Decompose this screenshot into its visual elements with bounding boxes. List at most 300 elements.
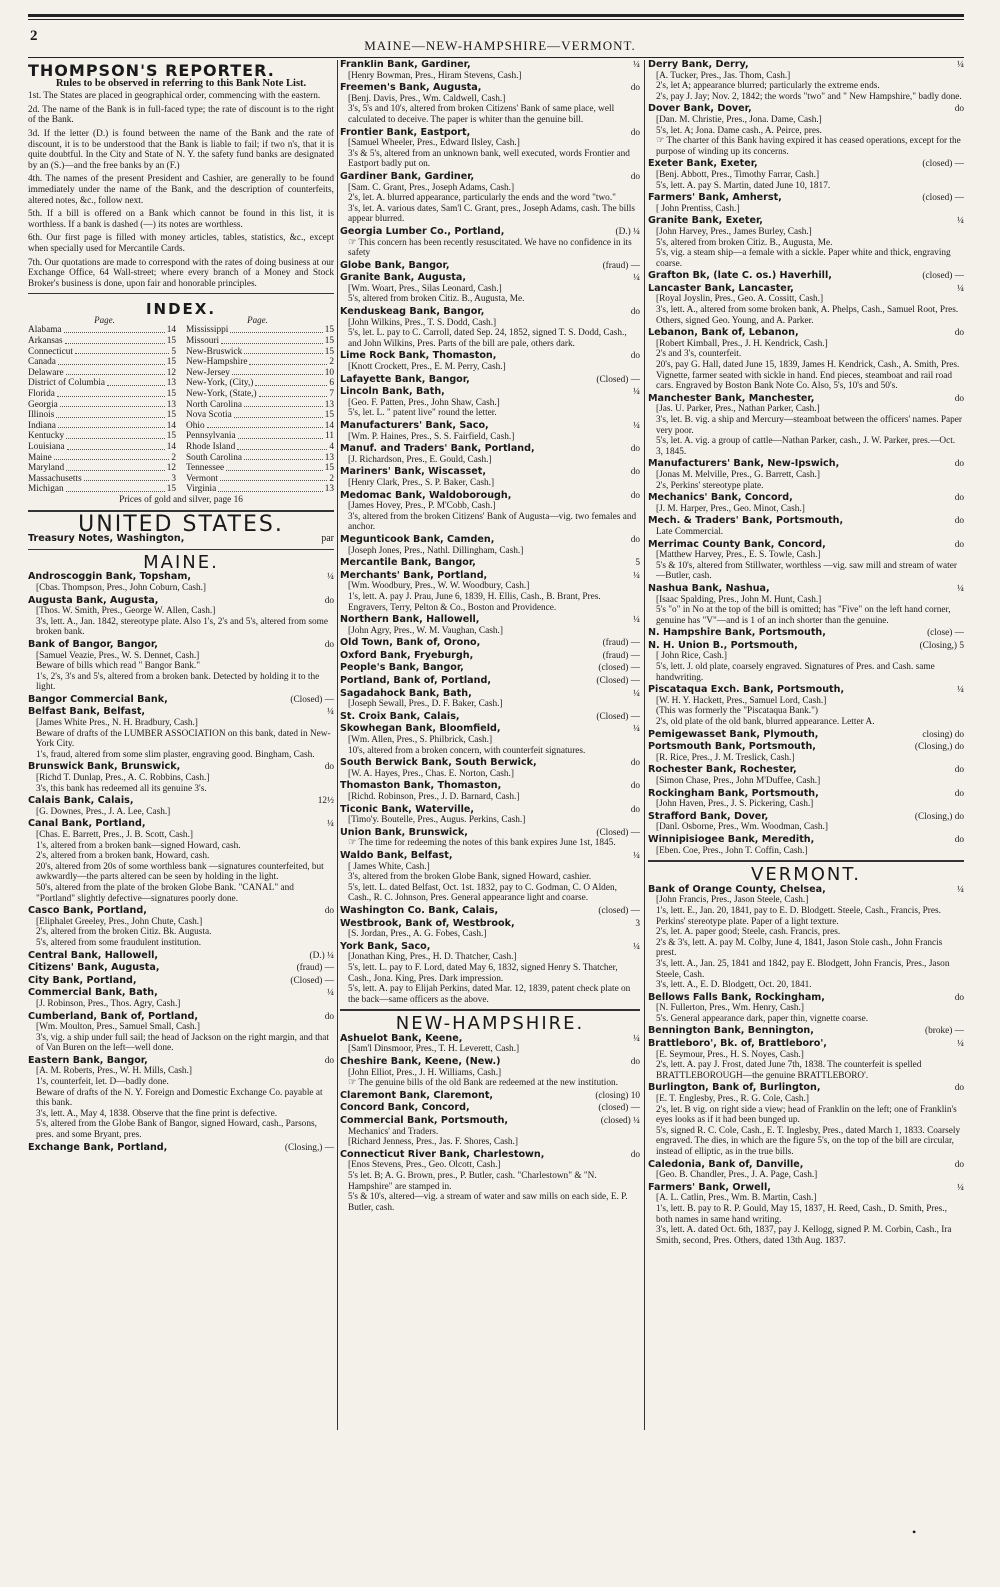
index-leader xyxy=(67,442,165,450)
index-row xyxy=(186,336,334,347)
index-page: 14 xyxy=(166,420,176,431)
bank-entry xyxy=(648,584,964,626)
bank-entry xyxy=(28,1056,334,1141)
index-row xyxy=(186,357,334,368)
bank-note: 3's, vig. a ship under full sail; the head of Jackson on the right margin, and that of Van Buren on the left—well done. xyxy=(36,1032,330,1054)
bank-entry xyxy=(340,273,640,305)
rules-title: Rules to be observed in referring to this Bank Note List. xyxy=(55,77,307,89)
bank-entry xyxy=(648,271,964,282)
index-row xyxy=(28,378,176,389)
bank-entry xyxy=(648,885,964,991)
index-state: Indiana xyxy=(28,420,56,431)
bank-note: 2's, let. A. blurred appearance, particularly the ends and the word "two." xyxy=(348,193,616,204)
bank-entry xyxy=(648,812,964,833)
bank-entry xyxy=(340,805,640,826)
bank-rate: ¼ xyxy=(957,283,964,294)
bank-entry xyxy=(28,1012,334,1054)
bank-name: Manchester Bank, Manchester, xyxy=(648,392,815,404)
bank-note: 3's, this bank has redeemed all its genuine 3's. xyxy=(36,783,207,794)
bank-rate: 12½ xyxy=(317,796,334,807)
index-leader xyxy=(221,336,323,344)
index-row xyxy=(28,442,176,453)
bank-name: Nashua Bank, Nashua, xyxy=(648,582,770,594)
reporter-title: THOMPSON'S REPORTER. xyxy=(28,61,275,80)
index-page: 6 xyxy=(329,378,334,389)
bank-note: [R. Rice, Pres., J. M. Treslick, Cash.] xyxy=(656,752,795,763)
bank-rate: (Closed) — xyxy=(596,827,640,838)
bank-name: Old Town, Bank of, Orono, xyxy=(340,637,481,649)
bank-header xyxy=(28,819,334,830)
bank-entry xyxy=(648,516,964,537)
index-row xyxy=(28,347,176,358)
index-state: Delaware xyxy=(28,367,64,378)
bank-rate: ¼ xyxy=(957,60,964,70)
bank-name: Portsmouth Bank, Portsmouth, xyxy=(648,741,816,753)
bank-note: [Royal Joyslin, Pres., Geo. A. Cossitt, Cash.] xyxy=(656,294,824,305)
index-row xyxy=(186,325,334,336)
bank-name: Bangor Commercial Bank, xyxy=(28,693,168,705)
bank-rate: (fraud) — xyxy=(296,963,334,974)
index-leader xyxy=(230,325,322,333)
bank-note: 3's, lett. A., Jan. 1842, stereotype plate. Also 1's, 2's and 5's, altered from some broken bank. xyxy=(36,616,329,638)
bank-name: Caledonia, Bank of, Danville, xyxy=(648,1158,804,1170)
index-leader xyxy=(54,453,170,461)
bank-note: 3's, lett. A., Jan. 25, 1841 and 1842, pay E. Blodgett, John Francis, Pres., Jason Steele, Cash. xyxy=(656,958,950,980)
bank-name: Farmers' Bank, Orwell, xyxy=(648,1181,771,1193)
rule-item: 5th. If a bill is offered on a Bank which cannot be found in this list, it is worthless. If a bank is dashed (—) its notes are worthless. xyxy=(28,209,334,230)
bank-name: Lancaster Bank, Lancaster, xyxy=(648,282,794,294)
bank-note: 1's, altered from a broken bank—signed Howard, cash. xyxy=(36,840,241,851)
bank-entry xyxy=(340,227,640,259)
bank-header xyxy=(648,730,964,741)
bank-note: [John Wilkins, Pres., T. S. Dodd, Cash.] xyxy=(348,317,497,328)
bank-name: Franklin Bank, Gardiner, xyxy=(340,60,471,70)
index-leader xyxy=(244,453,323,461)
bank-note: [Robert Kimball, Pres., J. H. Kendrick, Cash.] xyxy=(656,338,828,349)
bank-rate: do xyxy=(630,534,640,545)
bank-note: [John Harvey, Pres., James Burley, Cash.] xyxy=(656,226,812,237)
bank-header xyxy=(340,1057,640,1068)
nh-rule xyxy=(340,1009,640,1011)
bank-note: 5's, altered from the Globe Bank of Bangor, signed Howard, cash., Parsons, pres. and some Bryant, pres. xyxy=(36,1119,317,1141)
index-state: Tennessee xyxy=(186,463,225,474)
bank-header xyxy=(648,104,964,115)
bank-rate: ¼ xyxy=(327,819,334,830)
bank-header xyxy=(340,491,640,502)
bank-entry xyxy=(340,906,640,917)
bank-rate: do xyxy=(630,804,640,815)
rule-item: 4th. The names of the present President and Cashier, are generally to be found immediately under the name of the Bank, and the description of counterfeits, altered notes, &c., follow next. xyxy=(28,174,334,206)
bank-note: [ John Rice, Cash.] xyxy=(656,651,728,662)
index-state: Missouri xyxy=(186,336,220,347)
bank-header xyxy=(648,628,964,639)
bank-note: [Henry Clark, Pres., S. P. Baker, Cash.] xyxy=(348,477,495,488)
bank-note: 3's, lett. A., E. D. Blodgett, Oct. 20, 1841. xyxy=(656,980,812,991)
index-leader xyxy=(244,347,322,355)
bank-note: 2's, pay J. Jay; Nov. 2, 1842; the words "two" and " New Hampshire," badly done. xyxy=(656,91,962,102)
bank-name: Medomac Bank, Waldoborough, xyxy=(340,489,512,501)
index-state: Maryland xyxy=(28,463,65,474)
index-row xyxy=(186,453,334,464)
index-row xyxy=(186,389,334,400)
bank-note: [J. M. Harper, Pres., Geo. Minot, Cash.] xyxy=(656,503,805,514)
bank-note: [Jonathan King, Pres., H. D. Thatcher, Cash.] xyxy=(348,952,517,963)
index-state: Massachusetts xyxy=(28,473,82,484)
bank-note: [W. H. Y. Hackett, Pres., Samuel Lord, Cash.] xyxy=(656,695,827,706)
bank-note: Beware of bills which read " Bangor Bank." xyxy=(36,661,201,672)
index-state: Vermont xyxy=(186,473,219,484)
bank-note: [Isaac Spalding, Pres., John M. Hunt, Cash.] xyxy=(656,594,822,605)
index-page: 15 xyxy=(324,410,334,421)
bank-rate: 5 xyxy=(635,558,640,569)
index-state: New-York, (City,) xyxy=(186,378,254,389)
index-leader xyxy=(238,431,323,439)
bank-header xyxy=(28,963,334,974)
bank-note: [Sam'l Dinsmoor, Pres., T. H. Leverett, Cash.] xyxy=(348,1044,520,1055)
bank-rate: do xyxy=(324,639,334,650)
bank-name: Connecticut River Bank, Charlestown, xyxy=(340,1148,545,1160)
bank-note: 5's, let. A; Jona. Dame cash., A. Peirce, pres. xyxy=(656,125,822,136)
bank-note: [Danl. Osborne, Pres., Wm. Woodman, Cash.] xyxy=(656,822,828,833)
bank-note: 3's, let. B. vig. a ship and Mercury—steamboat between the officers' names. Paper very poor. xyxy=(656,415,963,436)
index-state: Virginia xyxy=(186,484,217,495)
bank-header xyxy=(340,444,640,455)
bank-header xyxy=(28,640,334,651)
bank-rate: do xyxy=(630,171,640,182)
bank-name: Manufacturers' Bank, New-Ipswich, xyxy=(648,458,840,470)
index-page: 12 xyxy=(166,367,176,378)
index-state: New-Bruswick xyxy=(186,346,243,357)
index-page: 15 xyxy=(324,346,334,357)
index-leader xyxy=(84,474,170,482)
bank-name: Manuf. and Traders' Bank, Portland, xyxy=(340,443,535,455)
index-leader xyxy=(244,400,323,408)
bank-name: People's Bank, Bangor, xyxy=(340,662,464,674)
rule-item: 3d. If the letter (D.) is found between the name of the Bank and the rate of discount, it is to be understood that the Bank is liable to fail; if two n's, that it is quite doubtful. In the City and State of N. Y. the safety fund banks are designated by an (S.)—and the free banks by an (F.) xyxy=(28,128,334,171)
bank-note: 5's, lett. J. old plate, coarsely engraved. Signatures of Pres. and Cash. same handwriting. xyxy=(656,662,935,683)
bank-name: Burlington, Bank of, Burlington, xyxy=(648,1082,821,1094)
bank-name: Mercantile Bank, Bangor, xyxy=(340,557,476,569)
index-leader xyxy=(234,410,323,418)
bank-name: Strafford Bank, Dover, xyxy=(648,810,769,822)
bank-name: N. Hampshire Bank, Portsmouth, xyxy=(648,627,826,639)
bank-rate: (closed) — xyxy=(922,159,964,170)
index-page: 15 xyxy=(324,325,334,336)
index-state: New-Hampshire xyxy=(186,357,248,368)
index-page: 13 xyxy=(166,378,176,389)
bank-entry xyxy=(648,765,964,786)
bank-entry xyxy=(648,730,964,741)
bank-rate: (fraud) — xyxy=(602,638,640,649)
bank-name: Waldo Bank, Belfast, xyxy=(340,849,453,861)
bank-entry xyxy=(340,387,640,419)
bank-entry xyxy=(340,758,640,779)
bank-entry xyxy=(28,988,334,1009)
bank-entry xyxy=(28,951,334,962)
bank-note: [Samuel Wheeler, Pres., Edward Ilsley, Cash.] xyxy=(348,138,520,149)
index-state: Arkansas xyxy=(28,336,63,347)
bank-entry xyxy=(648,159,964,191)
bank-rate: ¼ xyxy=(633,387,640,398)
index-leader xyxy=(64,325,165,333)
bank-note: [A. Tucker, Pres., Jas. Thom, Cash.] xyxy=(656,70,791,81)
bank-name: Oxford Bank, Fryeburgh, xyxy=(340,649,474,661)
index-state: Pennsylvania xyxy=(186,431,236,442)
index-state: Florida xyxy=(28,389,55,400)
bank-note: 20's, altered from 20s of some worthless bank —signatures counterfeited, but awkwardly—the parts altered can be seen by holding in the light. xyxy=(36,861,324,883)
bank-header xyxy=(340,651,640,662)
bank-rate: do xyxy=(954,493,964,504)
bank-header xyxy=(28,1012,334,1023)
bank-entry xyxy=(648,1083,964,1157)
bank-header xyxy=(340,351,640,362)
bank-header xyxy=(28,1143,334,1154)
bank-note: 2's, altered from a broken bank, Howard, cash. xyxy=(36,851,210,862)
bank-rate: do xyxy=(954,992,964,1003)
bank-header xyxy=(28,796,334,807)
index-page: 13 xyxy=(324,399,334,410)
bank-name: Farmers' Bank, Amherst, xyxy=(648,192,782,204)
bank-entry xyxy=(648,540,964,582)
bank-entry xyxy=(28,695,334,706)
index-row xyxy=(28,421,176,432)
column-1 xyxy=(28,60,334,1560)
index-state: Nova Scotia xyxy=(186,410,232,421)
bank-rate: (closed) ¼ xyxy=(600,1116,640,1127)
bank-header xyxy=(648,765,964,776)
bank-note: 5's, vig. a steam ship—a female with a sickle. Paper white and thick, engraving coarse. xyxy=(656,248,951,269)
index-row xyxy=(186,378,334,389)
bank-note: 2's and 3's, counterfeit. xyxy=(656,349,742,360)
bank-rate: (closed) — xyxy=(598,663,640,674)
bank-header xyxy=(340,689,640,700)
bank-note: 3's, altered from the broken Citizens' Bank of Augusta—vig. two females and anchor. xyxy=(348,511,637,533)
bank-header xyxy=(340,467,640,478)
index-title: INDEX. xyxy=(145,300,217,319)
bank-name: Bellows Falls Bank, Rockingham, xyxy=(648,991,825,1003)
bank-header xyxy=(648,789,964,800)
bank-note: [N. Fullerton, Pres., Wm. Henry, Cash.] xyxy=(656,1003,804,1014)
bank-header xyxy=(340,172,640,183)
index-leader xyxy=(207,421,323,429)
index-row xyxy=(186,421,334,432)
bank-rate: do xyxy=(954,516,964,527)
bank-note: [E. T. Englesby, Pres., R. G. Cole, Cash.] xyxy=(656,1094,809,1105)
bank-rate: (D.) ¼ xyxy=(309,950,334,961)
bank-rate: (Closed) — xyxy=(596,676,640,687)
bank-header xyxy=(648,540,964,551)
bank-name: Kenduskeag Bank, Bangor, xyxy=(340,306,485,318)
bank-note: [Benj. Abbott, Pres., Timothy Farrar, Cash.] xyxy=(656,169,820,180)
bank-entry xyxy=(340,781,640,802)
bank-note: [John Agry, Pres., W. M. Vaughan, Cash.] xyxy=(348,625,503,636)
vt-title: VERMONT. xyxy=(751,864,861,886)
bank-note: 3's, lett. A. dated Oct. 6th, 1837, pay J. Kellogg, signed P. M. Corbin, Cash., Ira Smith, second, Pres. Others, dated 13th Aug. 1837. xyxy=(656,1225,952,1246)
bank-entry xyxy=(28,819,334,904)
bank-name: Sagadahock Bank, Bath, xyxy=(340,687,472,699)
bank-name: Belfast Bank, Belfast, xyxy=(28,706,146,718)
bank-note: 5's "o" in No at the top of the bill is omitted; has "Five" on the left hand corner, genuine has "V"—and is 1 of an inch shorter than the genuine. xyxy=(656,605,951,626)
bank-rate: (Closing,) do xyxy=(914,811,964,822)
bank-note: 1's, 2's, 3's and 5's, altered from a broken bank. Detected by holding it to the light. xyxy=(36,671,320,693)
index-state: Georgia xyxy=(28,399,58,410)
bank-name: Merchants' Bank, Portland, xyxy=(340,569,488,581)
bank-entry xyxy=(340,1116,640,1148)
bank-header xyxy=(340,638,640,649)
index-page: 14 xyxy=(166,442,176,452)
index-leader xyxy=(249,357,327,365)
bank-note: [ John Prentiss, Cash.] xyxy=(656,203,740,214)
bank-rate: do xyxy=(954,834,964,845)
bank-entry xyxy=(648,193,964,214)
bank-entry xyxy=(340,172,640,225)
bank-rate: ¼ xyxy=(957,583,964,594)
bank-rate: ¼ xyxy=(327,707,334,718)
bank-entry xyxy=(340,261,640,272)
index-state: District of Columbia xyxy=(28,378,105,389)
bank-entry xyxy=(648,216,964,269)
bank-rate: ¼ xyxy=(633,688,640,699)
index-page: 2 xyxy=(329,473,334,484)
bank-header xyxy=(340,571,640,582)
bank-name: Piscataqua Exch. Bank, Portsmouth, xyxy=(648,684,845,696)
bank-note: [Thos. W. Smith, Pres., George W. Allen, Cash.] xyxy=(36,606,216,617)
bank-entry xyxy=(28,1143,334,1154)
bank-note: [Jas. U. Parker, Pres., Nathan Parker, Cash.] xyxy=(656,404,820,415)
bank-rate: do xyxy=(630,490,640,501)
bank-name: Portland, Bank of, Portland, xyxy=(340,675,491,687)
bank-note: 2's, let. B vig. on right side a view; head of Franklin on the left; one of Franklin's eyes looks as if it had been bunged up. xyxy=(656,1104,957,1126)
bank-name: Granite Bank, Exeter, xyxy=(648,215,763,227)
bank-entry xyxy=(340,571,640,613)
bank-entry xyxy=(28,976,334,987)
bank-rate: do xyxy=(324,906,334,917)
bank-rate: do xyxy=(324,595,334,606)
bank-rate: do xyxy=(630,444,640,455)
bank-rate: ¼ xyxy=(327,988,334,999)
bank-note: 5's let. B; A. G. Brown, pres., P. Butler, cash. "Charlestown" & "N. Hampshire" are stamped in. xyxy=(348,1171,597,1192)
bank-note: 2's, let. A. paper good; Steele, cash. Francis, pres. xyxy=(656,927,841,938)
bank-header xyxy=(340,1091,640,1102)
bank-rate: (close) — xyxy=(927,628,964,639)
page-number: 2 xyxy=(30,28,38,44)
bank-name: Merrimac County Bank, Concord, xyxy=(648,538,826,550)
bank-entry xyxy=(28,762,334,794)
bank-note: 3's, let. A. various dates, Sam'l C. Grant, pres., Joseph Adams, cash. The bills appear blurred. xyxy=(348,203,635,225)
bank-note: 5's, lett. A. pay to Elijah Perkins, dated Mar. 12, 1839, patent check plate on the back—same officers as the above. xyxy=(348,984,631,1005)
bank-header xyxy=(340,83,640,94)
bank-header xyxy=(340,535,640,546)
index-page-label-right: Page. xyxy=(247,314,268,325)
bank-header xyxy=(340,1116,640,1127)
bank-name: Cumberland, Bank of, Portland, xyxy=(28,1010,199,1022)
index-state: New-York, (State,) xyxy=(186,389,257,400)
index-row xyxy=(186,410,334,421)
bank-entry xyxy=(648,394,964,458)
bank-name: Lafayette Bank, Bangor, xyxy=(340,373,470,385)
bank-name: Freemen's Bank, Augusta, xyxy=(340,82,482,94)
running-head: MAINE—NEW-HAMPSHIRE—VERMONT. xyxy=(364,38,636,53)
bank-note: ☞ The charter of this Bank having expired it has ceased operations, except for the purpose of winding up its concerns. xyxy=(656,136,961,157)
bank-rate: do xyxy=(954,104,964,115)
index-page: 15 xyxy=(166,336,176,347)
index-leader xyxy=(255,378,327,386)
index-row xyxy=(28,463,176,474)
index-leader xyxy=(107,378,165,386)
column-divider-1 xyxy=(337,60,338,1430)
bank-entry xyxy=(648,1183,964,1247)
bank-header xyxy=(340,758,640,769)
bank-header xyxy=(340,1034,640,1045)
bank-header xyxy=(648,885,964,896)
bank-entry xyxy=(340,615,640,636)
index-state: South Carolina xyxy=(186,452,243,463)
bank-header xyxy=(28,976,334,987)
bank-name: Ashuelot Bank, Keene, xyxy=(340,1032,463,1044)
bank-entry xyxy=(340,712,640,723)
bank-header xyxy=(28,906,334,917)
bank-note: 1's, lett. A. pay J. Prau, June 6, 1839, H. Ellis, Cash., B. Brant, Pres. Engravers, Terry, Pelton & Co., Boston and Providence. xyxy=(348,591,601,613)
bank-rate: (Closing,) 5 xyxy=(919,640,964,651)
bank-header xyxy=(340,375,640,386)
bank-rate: do xyxy=(324,1055,334,1066)
bank-header xyxy=(648,685,964,696)
bank-name: Brattleboro', Bk. of, Brattleboro', xyxy=(648,1038,827,1050)
index-state: Maine xyxy=(28,452,52,463)
bank-entry xyxy=(648,459,964,491)
bank-entry xyxy=(648,835,964,856)
bank-header xyxy=(340,273,640,284)
bank-note: [Henry Bowman, Pres., Hiram Stevens, Cash.] xyxy=(348,70,522,81)
bank-note: [A. L. Catlin, Pres., Wm. B. Martin, Cash.] xyxy=(656,1193,817,1204)
bank-entry xyxy=(28,963,334,974)
index-page: 15 xyxy=(166,389,176,400)
index-row xyxy=(28,453,176,464)
index-state: Alabama xyxy=(28,325,62,336)
bank-header xyxy=(340,828,640,839)
bank-rate: do xyxy=(324,762,334,773)
bank-rate: ¼ xyxy=(633,615,640,626)
bank-note: [Jonas M. Melville, Pres., G. Barrett, Cash.] xyxy=(656,469,820,480)
bank-rate: do xyxy=(954,459,964,470)
bank-rate: do xyxy=(954,788,964,799)
bank-note: 5's. General appearance dark, paper thin, vignette coarse. xyxy=(656,1013,869,1024)
treasury-notes-rate: par xyxy=(321,533,334,545)
bank-note: [J. Richardson, Pres., E. Gould, Cash.] xyxy=(348,454,492,465)
bank-name: Westbrook, Bank of, Westbrook, xyxy=(340,917,515,929)
rule-item: 7th. Our quotations are made to correspond with the rates of doing business at our Exchange Office, 64 Wall-street; where every branch of a Money and Stock Broker's business is done, upon fair and honorable principles. xyxy=(28,257,334,289)
index-state: Connecticut xyxy=(28,346,73,357)
bank-note: 5's, lett. L. pay to F. Lord, dated May 6, 1832, signed Henry S. Thatcher, Cash., Jona. King, Pres. Dark impression. xyxy=(348,962,618,984)
bank-header xyxy=(340,615,640,626)
bank-entry xyxy=(340,535,640,556)
bank-name: Northern Bank, Hallowell, xyxy=(340,614,480,626)
bank-header xyxy=(28,762,334,773)
bank-name: St. Croix Bank, Calais, xyxy=(340,710,460,722)
bank-note: [J. Robinson, Pres., Thos. Agry, Cash.] xyxy=(36,998,181,1009)
bank-entry xyxy=(648,60,964,102)
bank-note: [Geo. F. Patten, Pres., John Shaw, Cash.] xyxy=(348,397,500,408)
bank-rate: do xyxy=(954,393,964,404)
bank-note: 50's, altered from the plate of the broken Globe Bank. "CANAL" and "Portland" slightly defective—signatures poorly done. xyxy=(36,882,294,904)
bank-entry xyxy=(340,83,640,125)
bank-name: Megunticook Bank, Camden, xyxy=(340,533,495,545)
bank-entry xyxy=(340,724,640,756)
bank-note: [Knott Crockett, Pres., E. M. Perry, Cash.] xyxy=(348,362,506,373)
bank-header xyxy=(340,421,640,432)
index-row xyxy=(28,336,176,347)
bank-name: Mechanics' Bank, Concord, xyxy=(648,492,793,504)
